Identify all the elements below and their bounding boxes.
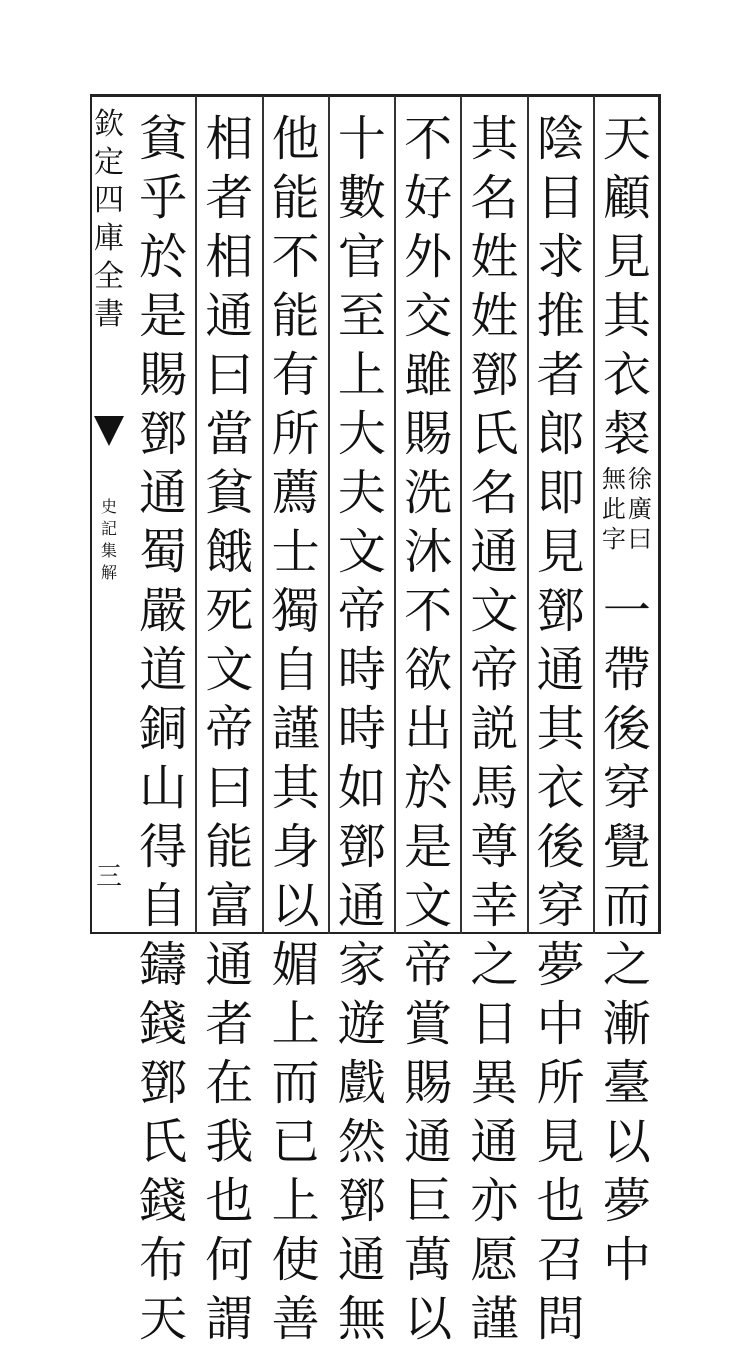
text-char: 能 [271,288,320,344]
text-char: 好 [404,170,453,226]
text-char: 顧 [602,170,651,226]
text-char: 其 [271,760,320,816]
text-char: 之 [470,937,519,993]
text-char: 時 [337,701,386,757]
text-char: 推 [536,288,585,344]
fish-tail-mark [94,416,124,446]
text-char: 外 [404,229,453,285]
page-number: 三 [95,862,122,892]
annotation-left-line [601,464,627,582]
text-char: 者 [536,347,585,403]
text-char: 説 [470,701,519,757]
annotation-char: 廣 [627,495,652,523]
text-char: 後 [536,819,585,875]
margin-title-char: 全 [94,259,124,294]
text-char: 通 [536,642,585,698]
text-char: 使 [271,1232,320,1288]
text-char: 他 [271,111,320,167]
column-divider [394,96,396,934]
text-char: 在 [205,1055,254,1111]
margin-fold-char: 記 [100,519,117,538]
text-char: 賞 [404,996,453,1052]
text-char: 家 [337,937,386,993]
text-char: 問 [536,1291,585,1347]
text-char: 帝 [205,701,254,757]
text-char: 交 [404,288,453,344]
text-char: 裻 [602,406,651,462]
text-column [335,110,389,1349]
text-char: 亦 [470,1173,519,1229]
margin-title-char: 四 [94,183,124,218]
text-char: 謹 [470,1291,519,1347]
text-char: 見 [602,229,651,285]
text-char: 雖 [404,347,453,403]
text-char: 文 [205,642,254,698]
text-char: 姓 [470,288,519,344]
text-char: 上 [271,996,320,1052]
text-char: 自 [139,878,188,934]
text-char: 相 [205,111,254,167]
text-char: 其 [470,111,519,167]
text-char: 也 [536,1173,585,1229]
text-char: 通 [337,1232,386,1288]
text-char: 死 [205,583,254,639]
annotation-right-line [627,464,653,582]
text-char: 以 [602,1114,651,1170]
text-char: 相 [205,229,254,285]
text-char: 天 [139,1291,188,1347]
text-char: 能 [271,170,320,226]
text-char: 錢 [139,996,188,1052]
text-char: 覺 [602,819,651,875]
text-char: 穿 [602,760,651,816]
text-char: 薦 [271,465,320,521]
annotation-char: 徐 [627,465,652,493]
text-char: 上 [337,347,386,403]
text-block [130,96,660,1347]
text-char: 鄧 [337,1173,386,1229]
text-char: 萬 [404,1232,453,1288]
text-char: 者 [205,996,254,1052]
text-char: 天 [602,111,651,167]
text-char: 其 [602,288,651,344]
text-char: 貧 [139,111,188,167]
text-char: 鄧 [470,347,519,403]
text-char: 臺 [602,1055,651,1111]
text-char: 官 [337,229,386,285]
text-char: 蜀 [139,524,188,580]
annotation-char: 無 [601,465,626,493]
text-char: 召 [536,1232,585,1288]
text-char: 氏 [139,1114,188,1170]
text-char: 通 [470,1114,519,1170]
text-char: 夫 [337,465,386,521]
margin-title-char: 庫 [94,221,124,256]
page-margin [90,96,128,934]
text-column [600,110,654,1290]
text-char: 獨 [271,583,320,639]
text-char: 見 [536,1114,585,1170]
text-char: 山 [139,760,188,816]
text-char: 所 [271,406,320,462]
text-char: 文 [404,878,453,934]
text-char: 也 [205,1173,254,1229]
text-char: 鄧 [139,1055,188,1111]
column-divider [262,96,264,934]
text-char: 富 [205,878,254,934]
text-char: 鄧 [139,406,188,462]
text-column [269,110,323,1349]
text-char: 遊 [337,996,386,1052]
text-char: 當 [205,406,254,462]
text-column [467,110,521,1349]
text-char: 是 [404,819,453,875]
text-char: 數 [337,170,386,226]
text-char: 氏 [470,406,519,462]
text-column [136,110,190,1349]
text-char: 名 [470,465,519,521]
text-char: 夢 [536,937,585,993]
text-char: 中 [536,996,585,1052]
text-char: 日 [470,996,519,1052]
text-char: 嚴 [139,583,188,639]
margin-fold-char: 解 [100,563,117,582]
text-char: 帝 [337,583,386,639]
text-char: 求 [536,229,585,285]
text-char: 尊 [470,819,519,875]
annotation-char: 字 [601,525,626,553]
text-char: 以 [404,1291,453,1347]
text-char: 無 [337,1291,386,1347]
text-char: 有 [271,347,320,403]
text-char: 一 [602,583,651,639]
text-char: 謹 [271,701,320,757]
text-char: 中 [602,1232,651,1288]
text-char: 幸 [470,878,519,934]
text-char: 即 [536,465,585,521]
annotation-char: 此 [601,495,626,523]
text-char: 異 [470,1055,519,1111]
column-divider [328,96,330,934]
text-char: 其 [536,701,585,757]
text-char: 自 [271,642,320,698]
text-char: 鄧 [337,819,386,875]
text-char: 文 [337,524,386,580]
text-char: 出 [404,701,453,757]
annotation-note [600,464,654,582]
text-char: 是 [139,288,188,344]
text-column [401,110,455,1349]
text-char: 銅 [139,701,188,757]
text-char: 通 [404,1114,453,1170]
text-char: 帶 [602,642,651,698]
text-char: 時 [337,642,386,698]
text-char: 沐 [404,524,453,580]
text-char: 夢 [602,1173,651,1229]
text-char: 賜 [404,1055,453,1111]
text-char: 道 [139,642,188,698]
text-char: 善 [271,1291,320,1347]
text-char: 賜 [404,406,453,462]
text-char: 身 [271,819,320,875]
annotation-char: 曰 [627,525,652,553]
column-divider [195,96,197,934]
text-char: 上 [271,1173,320,1229]
text-char: 餓 [205,524,254,580]
text-char: 不 [404,583,453,639]
text-char: 賜 [139,347,188,403]
text-column [202,110,256,1349]
text-char: 陰 [536,111,585,167]
text-char: 文 [470,583,519,639]
text-char: 十 [337,111,386,167]
text-char: 者 [205,170,254,226]
text-char: 之 [602,937,651,993]
text-char: 謂 [205,1291,254,1347]
column-divider [460,96,462,934]
text-char: 所 [536,1055,585,1111]
text-char: 曰 [205,760,254,816]
text-char: 不 [271,229,320,285]
text-char: 洗 [404,465,453,521]
margin-fold-char: 集 [100,541,117,560]
text-char: 於 [404,760,453,816]
margin-title-char: 書 [94,297,124,332]
text-char: 我 [205,1114,254,1170]
text-char: 大 [337,406,386,462]
text-char: 於 [139,229,188,285]
margin-title-char: 定 [94,145,124,180]
column-divider [527,96,529,934]
text-char: 乎 [139,170,188,226]
text-char: 曰 [205,347,254,403]
text-char: 衣 [602,347,651,403]
text-char: 通 [139,465,188,521]
text-char: 帝 [470,642,519,698]
margin-book-title [90,496,128,584]
text-char: 後 [602,701,651,757]
margin-title-char: 欽 [94,107,124,142]
text-char: 布 [139,1232,188,1288]
text-char: 貧 [205,465,254,521]
text-char: 得 [139,819,188,875]
text-char: 能 [205,819,254,875]
text-char: 欲 [404,642,453,698]
text-char: 戲 [337,1055,386,1111]
text-char: 通 [205,288,254,344]
text-char: 不 [404,111,453,167]
text-char: 衣 [536,760,585,816]
text-char: 鄧 [536,583,585,639]
text-char: 帝 [404,937,453,993]
text-char: 至 [337,288,386,344]
text-char: 漸 [602,996,651,1052]
text-char: 以 [271,878,320,934]
text-char: 然 [337,1114,386,1170]
text-char: 錢 [139,1173,188,1229]
text-char: 見 [536,524,585,580]
margin-title [90,106,128,334]
column-divider [593,96,595,934]
text-char: 穿 [536,878,585,934]
text-column [534,110,588,1349]
text-char: 何 [205,1232,254,1288]
text-char: 鑄 [139,937,188,993]
text-char: 通 [337,878,386,934]
text-char: 馬 [470,760,519,816]
text-char: 已 [271,1114,320,1170]
text-char: 郎 [536,406,585,462]
text-char: 巨 [404,1173,453,1229]
text-char: 媚 [271,937,320,993]
text-char: 而 [602,878,651,934]
text-char: 愿 [470,1232,519,1288]
text-char: 姓 [470,229,519,285]
text-char: 名 [470,170,519,226]
text-char: 而 [271,1055,320,1111]
text-char: 如 [337,760,386,816]
text-char: 通 [205,937,254,993]
text-char: 士 [271,524,320,580]
text-char: 目 [536,170,585,226]
text-char: 通 [470,524,519,580]
margin-fold-char: 史 [100,497,117,516]
